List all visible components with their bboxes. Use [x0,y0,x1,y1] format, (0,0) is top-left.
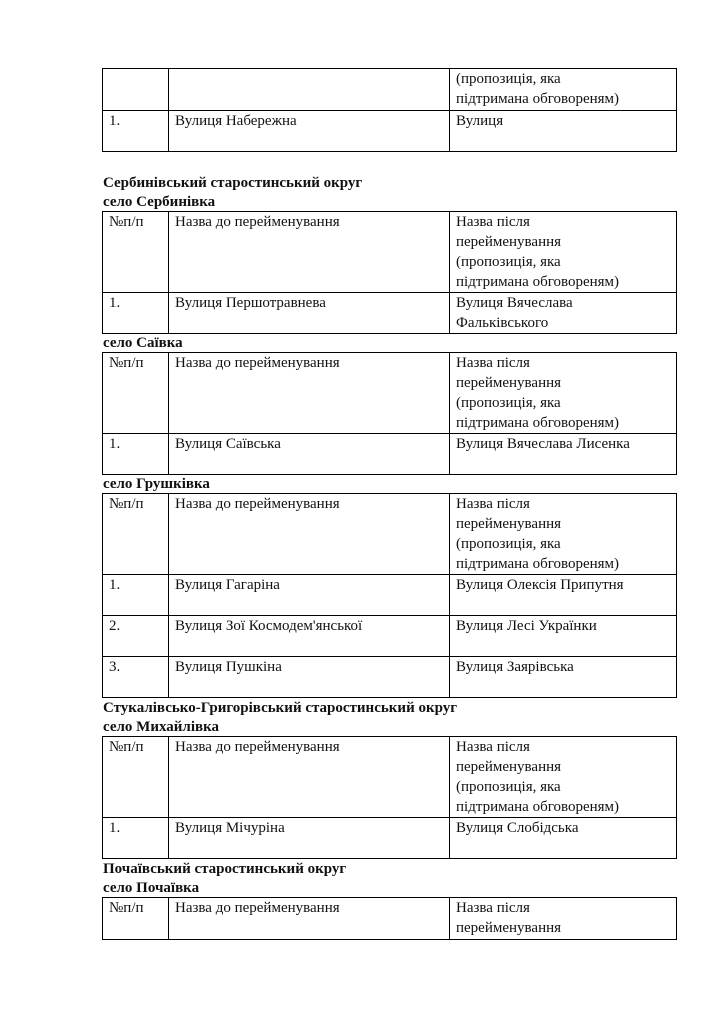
row-new-name-cell: Вулиця Лесі Українки [450,616,677,657]
row-new-name-cell: Вулиця [450,111,677,152]
row-old-name-cell: Вулиця Мічуріна [169,818,450,859]
village-heading-pochaivka: село Почаївка [103,880,200,896]
table-row [103,111,677,152]
row-num-cell: 2. [103,616,169,657]
village-heading-mykhailivka: село Михайлівка [103,719,220,735]
header-new-name-cell: Назва після перейменування [450,898,677,940]
table-row [103,616,677,657]
row-new-name-cell: Вулиця Слобідська [450,818,677,859]
header-num-cell: №п/п [103,737,169,818]
table-header-row [103,898,677,940]
table-row [103,818,677,859]
header-old-name-cell [169,69,450,111]
table-header-row [103,69,677,111]
row-num-cell: 1. [103,293,169,334]
header-new-name-cell: Назва після перейменування (пропозиція, яка підтримана обговореням) [450,737,677,818]
row-num-cell: 1. [103,434,169,475]
header-new-name-cell: Назва після перейменування (пропозиція, яка підтримана обговореням) [450,212,677,293]
header-old-name-cell: Назва до перейменування [169,898,450,940]
row-new-name-cell: Вулиця Вячеслава Фальківського [450,293,677,334]
table-row [103,657,677,698]
row-num-cell: 3. [103,657,169,698]
table-mykhailivka [102,736,677,859]
row-old-name-cell: Вулиця Саївська [169,434,450,475]
header-num-cell [103,69,169,111]
table-header-row [103,212,677,293]
header-num-cell: №п/п [103,494,169,575]
row-old-name-cell: Вулиця Зої Космодем'янської [169,616,450,657]
table-header-row [103,494,677,575]
row-old-name-cell: Вулиця Гагаріна [169,575,450,616]
table-saivka [102,352,677,475]
header-old-name-cell: Назва до перейменування [169,353,450,434]
okrug-heading-pochaivskyi: Почаївський старостинський округ [103,861,347,877]
row-new-name-cell: Вулиця Заярівська [450,657,677,698]
row-old-name-cell: Вулиця Набережна [169,111,450,152]
table-serbynivka [102,211,677,334]
table-pochaivka [102,897,677,940]
table-header-row [103,353,677,434]
row-num-cell: 1. [103,111,169,152]
table-row [103,575,677,616]
header-new-name-cell: Назва після перейменування (пропозиція, яка підтримана обговореням) [450,353,677,434]
row-old-name-cell: Вулиця Пушкіна [169,657,450,698]
header-num-cell: №п/п [103,353,169,434]
header-num-cell: №п/п [103,212,169,293]
okrug-heading-serbynivskyi: Сербинівський старостинський округ [103,175,363,191]
row-new-name-cell: Вулиця Олексія Припутня [450,575,677,616]
table-row [103,293,677,334]
row-num-cell: 1. [103,818,169,859]
village-heading-saivka: село Саївка [103,335,183,351]
header-old-name-cell: Назва до перейменування [169,494,450,575]
okrug-heading-stukalivsko: Стукалівсько-Григорівський старостинський округ [103,700,458,716]
header-new-name-cell: Назва після перейменування (пропозиція, яка підтримана обговореням) [450,494,677,575]
row-new-name-cell: Вулиця Вячеслава Лисенка [450,434,677,475]
table-header-row [103,737,677,818]
header-old-name-cell: Назва до перейменування [169,737,450,818]
village-heading-serbynivka: село Сербинівка [103,194,216,210]
table-hrushkivka [102,493,677,698]
row-num-cell: 1. [103,575,169,616]
table-row [103,434,677,475]
header-old-name-cell: Назва до перейменування [169,212,450,293]
village-heading-hrushkivka: село Грушківка [103,476,210,492]
row-old-name-cell: Вулиця Першотравнева [169,293,450,334]
header-new-name-cell: (пропозиція, яка підтримана обговореням) [450,69,677,111]
header-num-cell: №п/п [103,898,169,940]
continuation-table [102,68,677,152]
